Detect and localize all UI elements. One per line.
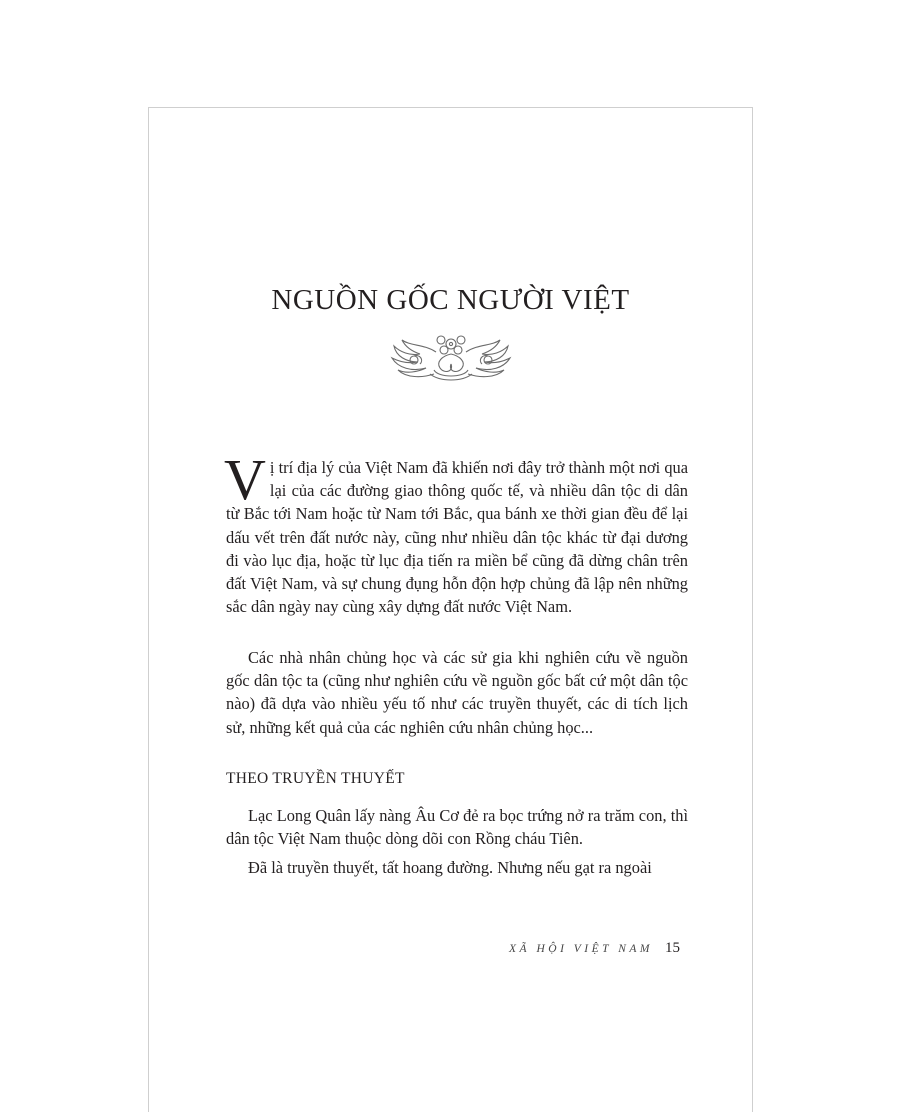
chapter-title: NGUỒN GỐC NGƯỜI VIỆT [271, 284, 630, 316]
intro-paragraph [224, 447, 688, 618]
running-title: XÃ HỘI VIỆT NAM [509, 943, 653, 955]
intro-paragraph-text: ị trí địa lý của Việt Nam đã khiến nơi đây trở thành một nơi qua lại của các đường giao thông quốc tế, và nhiều dân tộc di dân từ Bắc tới Nam hoặc từ Nam tới Bắc, qua bánh xe thời gian đều để lại dấu vết trên đất nước này, cũng như nhiều dân tộc khác từ đại dương đi vào lục địa, hoặc từ lục địa tiến ra miền bể cũng đã dừng chân trên đất Việt Nam, và sự chung đụng hỗn độn hợp chủng đã lập nên những sắc dân ngày nay cùng xây dựng đất nước Việt Nam. [226, 458, 688, 617]
legend-paragraph: Lạc Long Quân lấy nàng Âu Cơ đẻ ra bọc trứng nở ra trăm con, thì dân tộc Việt Nam thuộc dòng dõi con Rồng cháu Tiên. [226, 806, 688, 849]
page-number: 15 [665, 940, 680, 956]
running-footer [460, 940, 680, 957]
floral-cloud-ornament-icon [384, 330, 518, 382]
closing-paragraph: Đã là truyền thuyết, tất hoang đường. Nhưng nếu gạt ra ngoài [248, 858, 652, 877]
section-heading: THEO TRUYỀN THUYẾT [226, 770, 405, 787]
second-paragraph: Các nhà nhân chủng học và các sử gia khi nghiên cứu về nguồn gốc dân tộc ta (cũng như nghiên cứu về nguồn gốc bất cứ một dân tộc nào) đã dựa vào nhiều yếu tố như các truyền thuyết, các di tích lịch sử, những kết quả của các nghiên cứu nhân chủng học... [226, 648, 688, 737]
drop-cap: V [224, 447, 266, 512]
